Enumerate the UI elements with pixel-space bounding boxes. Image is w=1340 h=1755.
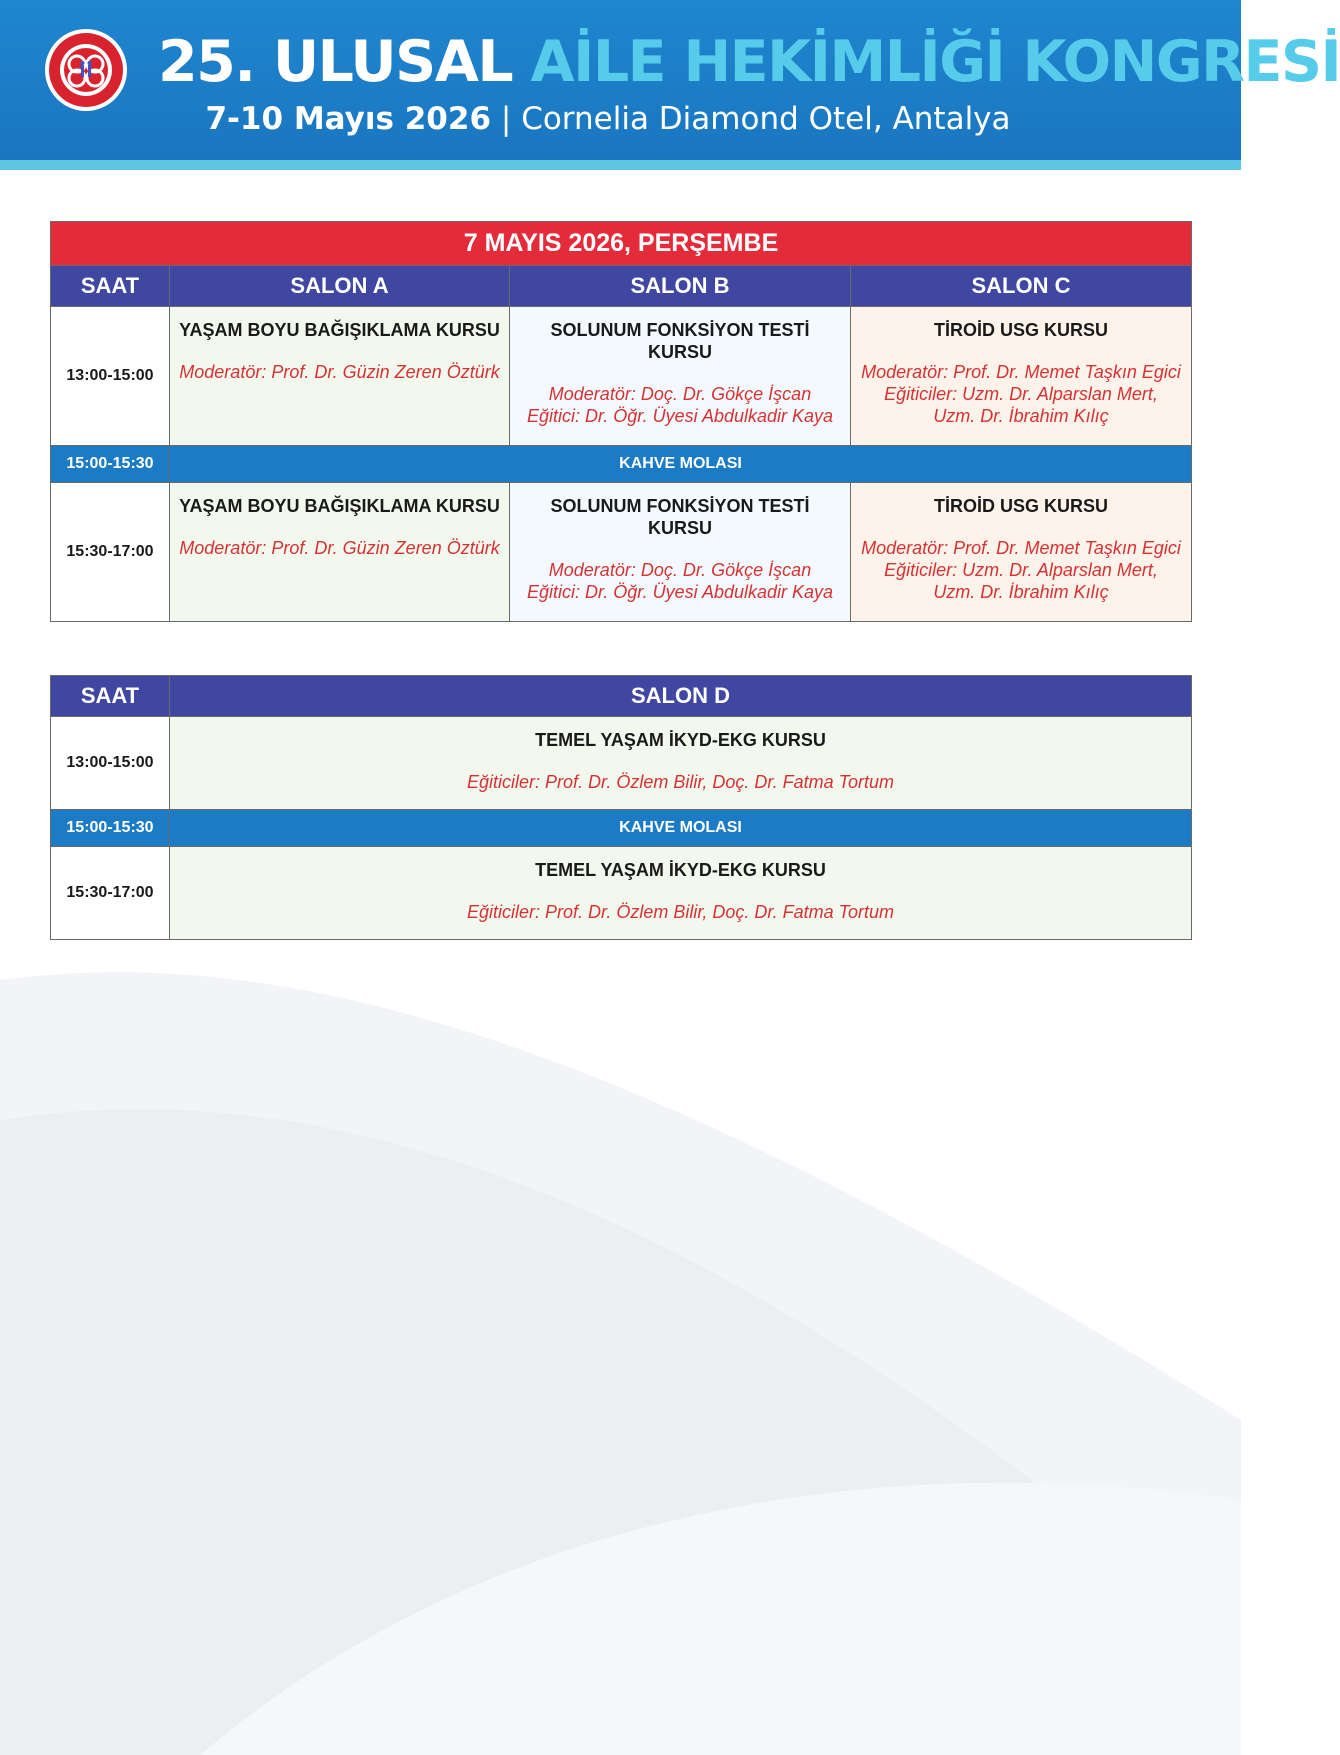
session-time: 13:00-15:00 xyxy=(51,307,170,446)
course-trainers: Eğiticiler: Prof. Dr. Özlem Bilir, Doç. Dr. Fatma Tortum xyxy=(466,902,895,922)
course-title-line: KURSU xyxy=(647,342,712,362)
session-time: 15:30-17:00 xyxy=(51,483,170,622)
course-moderator: Moderatör: Doç. Dr. Gökçe İşcan xyxy=(548,384,812,404)
course-trainers: Eğiticiler: Prof. Dr. Özlem Bilir, Doç. Dr. Fatma Tortum xyxy=(466,772,895,792)
session-cell-salon-c xyxy=(851,483,1192,622)
column-header-salon-d: SALON D xyxy=(170,676,1192,717)
course-moderator: Moderatör: Prof. Dr. Güzin Zeren Öztürk xyxy=(179,538,500,558)
session-row xyxy=(51,717,1192,810)
column-header-time: SAAT xyxy=(51,676,170,717)
course-people xyxy=(857,537,1185,603)
course-title xyxy=(516,495,844,539)
course-trainer: Eğiticiler: Uzm. Dr. Alparslan Mert, xyxy=(884,384,1158,404)
break-time: 15:00-15:30 xyxy=(51,810,170,847)
course-moderator: Moderatör: Doç. Dr. Gökçe İşcan xyxy=(548,560,812,580)
column-header-salon-b: SALON B xyxy=(510,266,851,307)
course-title: TİROİD USG KURSU xyxy=(933,496,1108,516)
session-cell-salon-d xyxy=(170,717,1192,810)
break-time: 15:00-15:30 xyxy=(51,446,170,483)
schedule-table-salon-d xyxy=(50,675,1192,940)
session-cell-salon-d xyxy=(170,847,1192,940)
course-title-line: SOLUNUM FONKSİYON TESTİ xyxy=(550,320,810,340)
course-title-line: KURSU xyxy=(647,518,712,538)
course-moderator: Moderatör: Prof. Dr. Memet Taşkın Egici xyxy=(861,538,1181,558)
subtitle-separator: | xyxy=(500,101,512,137)
day-title: 7 MAYIS 2026, PERŞEMBE xyxy=(51,222,1192,266)
course-title: YAŞAM BOYU BAĞIŞIKLAMA KURSU xyxy=(179,320,500,340)
course-title: TİROİD USG KURSU xyxy=(933,320,1108,340)
course-people xyxy=(516,559,844,603)
session-row xyxy=(51,847,1192,940)
session-cell-salon-c xyxy=(851,307,1192,446)
congress-date: 7-10 Mayıs 2026 xyxy=(205,101,492,137)
course-title xyxy=(516,319,844,363)
session-cell-salon-b xyxy=(510,483,851,622)
congress-title xyxy=(158,29,1340,95)
coffee-break-row xyxy=(51,446,1192,483)
session-cell-salon-a xyxy=(170,307,510,446)
session-time: 13:00-15:00 xyxy=(51,717,170,810)
course-trainer: Uzm. Dr. İbrahim Kılıç xyxy=(933,582,1109,602)
course-trainer: Eğitici: Dr. Öğr. Üyesi Abdulkadir Kaya xyxy=(526,582,834,602)
course-title: TEMEL YAŞAM İKYD-EKG KURSU xyxy=(535,730,826,750)
course-trainer: Eğiticiler: Uzm. Dr. Alparslan Mert, xyxy=(884,560,1158,580)
tahud-logo-icon xyxy=(44,28,128,112)
congress-subtitle xyxy=(158,101,1058,137)
course-trainer: Eğitici: Dr. Öğr. Üyesi Abdulkadir Kaya xyxy=(526,406,834,426)
course-people xyxy=(857,361,1185,427)
course-title: YAŞAM BOYU BAĞIŞIKLAMA KURSU xyxy=(179,496,500,516)
schedule-table-day1 xyxy=(50,221,1192,622)
break-label: KAHVE MOLASI xyxy=(170,446,1192,483)
coffee-break-row xyxy=(51,810,1192,847)
course-moderator: Moderatör: Prof. Dr. Güzin Zeren Öztürk xyxy=(179,362,500,382)
congress-venue: Cornelia Diamond Otel, Antalya xyxy=(521,101,1011,137)
course-trainer: Uzm. Dr. İbrahim Kılıç xyxy=(933,406,1109,426)
break-label: KAHVE MOLASI xyxy=(170,810,1192,847)
title-number: 25. ULUSAL xyxy=(158,29,513,95)
course-title-line: SOLUNUM FONKSİYON TESTİ xyxy=(550,496,810,516)
title-colored: AİLE HEKİMLİĞİ KONGRESİ xyxy=(530,29,1340,95)
session-cell-salon-b xyxy=(510,307,851,446)
column-header-salon-a: SALON A xyxy=(170,266,510,307)
session-time: 15:30-17:00 xyxy=(51,847,170,940)
session-cell-salon-a xyxy=(170,483,510,622)
session-row xyxy=(51,307,1192,446)
header-accent-strip xyxy=(0,160,1241,170)
session-row xyxy=(51,483,1192,622)
column-header-time: SAAT xyxy=(51,266,170,307)
course-title: TEMEL YAŞAM İKYD-EKG KURSU xyxy=(535,860,826,880)
congress-header xyxy=(0,0,1340,160)
course-people xyxy=(516,383,844,427)
column-header-salon-c: SALON C xyxy=(851,266,1192,307)
course-moderator: Moderatör: Prof. Dr. Memet Taşkın Egici xyxy=(861,362,1181,382)
